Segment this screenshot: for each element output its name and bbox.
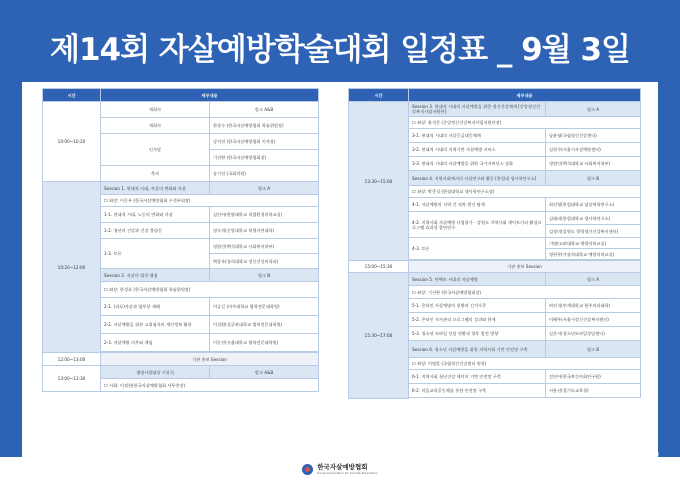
speaker: 한창수 (한국자살예방협회 학술위원장) — [210, 118, 319, 134]
org-name-english: Korea Association for Suicide Prevention — [317, 470, 378, 475]
speaker: 정현무(가톨릭대학교 예방의학교실) — [546, 249, 641, 260]
talk-title: 6-2. 마을교육공동체를 통한 안전망 구축 — [409, 384, 546, 398]
session-chair: ☐ 좌장: 윤석준 (중앙정신건강복지사업지원단장) — [409, 117, 641, 129]
speaker: 강지헌 (한국자살예방협회 이사장) — [210, 134, 319, 150]
time-slot: 10:00~10:20 — [43, 102, 101, 182]
link-label[interactable]: 링크 A — [546, 102, 641, 117]
talk-title: 6-1. 지역사회 청년건강 데이터 기반 안전망 구축 — [409, 370, 546, 384]
talk-title: 2-1. (과로)자살과 업무상 재해 — [101, 298, 210, 316]
talk-title: 3-3. 현대적 시대의 자살예방을 위한 국가거버넌스 강화 — [409, 157, 546, 171]
time-slot: 13:00~13:30 — [43, 366, 101, 392]
time-slot: 13:30~15:00 — [349, 102, 409, 261]
session-chair: ☐ 좌장: 한성호 (한국자살예방협회 학술위원장) — [101, 282, 319, 298]
link-label[interactable]: 링크 A&B — [210, 366, 319, 379]
break-label: 기관 홍보 Session — [409, 261, 641, 273]
session-title: Session 6. 청소년 자살예방을 위한 지역사회 기반 안전망 구축 — [409, 341, 546, 358]
talk-title: 4-3. 토론 — [409, 238, 546, 260]
speaker: 김인아(한양대학교 직업환경의학교실) — [210, 207, 319, 223]
link-label[interactable]: 링크 B — [546, 341, 641, 358]
speaker: 허진석(연세대학교 원주의과대학) — [546, 299, 641, 313]
link-label[interactable]: 링크 A — [210, 182, 319, 195]
talk-title: 2-3. 자살예방 의무와 책임 — [101, 334, 210, 352]
speaker: 서용선(경기도교육청) — [546, 384, 641, 398]
speaker: 전진아(한국보건사회연구원) — [546, 370, 641, 384]
program-item: 축사 — [101, 166, 210, 182]
schedule-table-right — [348, 88, 641, 399]
talk-title: 3-2. 현대적 시대의 지역기반 자살예방 서비스 — [409, 143, 546, 157]
page-title: 제14회 자살예방학술대회 일정표 _ 9월 3일 — [50, 32, 630, 68]
program-item: 개회사 — [101, 102, 210, 118]
talk-title: 1-2. 청년의 건강과 건강 불평등 — [101, 223, 210, 239]
session-title: Session 5. 언택트 시대의 자살예방 — [409, 273, 546, 286]
speaker: 김은지(청소년모바일상담센터) — [546, 327, 641, 341]
session-title: Session 2. 자살의 법적 쟁점 — [101, 269, 210, 282]
speaker: 송기헌 (국회의원) — [210, 166, 319, 182]
speaker: 남윤영(국립정신건강센터) — [546, 129, 641, 143]
talk-title: 4-2. 지역사회 자살예방 사업평가 - 강원도 지역사회 계이트키퍼 활성프로그램 효과성 종단연구 — [409, 212, 546, 238]
org-logo-icon — [302, 464, 313, 475]
schedule-table-left — [42, 88, 319, 392]
speaker: 김태리(한림대학교 생사학연구소) — [546, 212, 641, 225]
session-host: ☐ 사회: 이정현(한국자살예방협회 사무총장) — [101, 379, 319, 392]
speaker: 기선완 (한국자살예방협회장) — [210, 150, 319, 166]
org-name-korean: 한국자살예방협회 — [317, 462, 368, 471]
talk-title: 5-3. 청소년 모바일 상담 현황과 향후 발전 방향 — [409, 327, 546, 341]
header-detail: 세부내용 — [409, 89, 641, 102]
speaker: 정원인(백석대학교 사회복지학부) — [546, 157, 641, 171]
speaker: 최진영(한림대학교 임상역학연구소) — [546, 198, 641, 212]
header-time: 시간 — [43, 89, 101, 102]
talk-title: 3-1. 현대적 시대의 자살응급대응체계 — [409, 129, 546, 143]
speaker: 이해우(서울시정신건강복지센터) — [546, 313, 641, 327]
speaker: 이동진(서울대학교 법학전문대학원) — [210, 334, 319, 352]
talk-title: 1-3. 토론 — [101, 239, 210, 269]
watermark-logo: KeyDoctor — [505, 440, 658, 476]
session-chair: ☐ 좌장: 이동우 (한국자살예방협회 수석부회장) — [101, 195, 319, 207]
program-item: 개회사 — [101, 118, 210, 134]
time-slot: 10:20~12:00 — [43, 182, 101, 353]
link-label[interactable]: 링크 A&B — [210, 102, 319, 118]
session-title: 생명사랑대상 시상식 — [101, 366, 210, 379]
speaker: 정숙희(중앙대학교 학생자연대학) — [210, 223, 319, 239]
talk-title: 2-2. 자살예방을 위한 고위험자의 개인정보 활용 — [101, 316, 210, 334]
org-logo-text — [317, 464, 377, 475]
session-chair: ☐ 좌장: 기선완 (한국자살예방협회장) — [409, 286, 641, 299]
session-chair: ☐ 좌장: 박준식 (한림대학교 생사학연구소장) — [409, 186, 641, 198]
speaker: 이승길 (아주대학교 법학전문대학원) — [210, 298, 319, 316]
talk-title: 4-1. 자살예방의 지역 간 격차 원인 탐색 — [409, 198, 546, 212]
speaker: 김현수(서울시자살예방센터) — [546, 143, 641, 157]
speaker: 이경환(성균관대학교 법학전문대학원) — [210, 316, 319, 334]
link-label[interactable]: 링크 B — [210, 269, 319, 282]
session-chair: ☐ 좌장: 이명훈 (국립정신건강센터 원장) — [409, 358, 641, 370]
talk-title: 1-1. 현대적 시대, 노동의 변화와 자살 — [101, 207, 210, 223]
header-detail: 세부내용 — [101, 89, 319, 102]
talk-title: 5-1. 온라인 자살예방의 현황과 긴거수준 — [409, 299, 546, 313]
time-slot: 12:00~13:00 — [43, 353, 101, 366]
time-slot: 15:30~17:00 — [349, 273, 409, 399]
speaker: 김정미(강원도 광역정신건강복지센터) — [546, 225, 641, 238]
break-label: 기관 홍보 Session — [101, 353, 319, 366]
session-title: Session 3. 현대적 시대의 자살예방을 위한 정신건강체계 [중앙정신건강복지사업지원단] — [409, 102, 546, 117]
link-label[interactable]: 링크 B — [546, 171, 641, 186]
session-title: Session 1. 현대적 시대, 자살의 변화와 자살 — [101, 182, 210, 195]
header-time: 시간 — [349, 89, 409, 102]
speaker: 백종우(경희대학교 정신건강의학과) — [210, 254, 319, 269]
schedule-panel — [22, 82, 658, 460]
link-label[interactable]: 링크 A — [546, 273, 641, 286]
session-title: Session 4. 지역사회에서의 자살연구와 활동 [한림대 생사학연구소] — [409, 171, 546, 186]
speaker: 정평인(백석대학교 사회복지학부) — [210, 239, 319, 254]
talk-title: 5-2. 온라인 자가관리 프로그램의 성과와 한계 — [409, 313, 546, 327]
speaker: 기명(고려대학교 예방의학교실) — [546, 238, 641, 249]
time-slot: 15:00~15:30 — [349, 261, 409, 273]
program-item: 인사말 — [101, 134, 210, 166]
